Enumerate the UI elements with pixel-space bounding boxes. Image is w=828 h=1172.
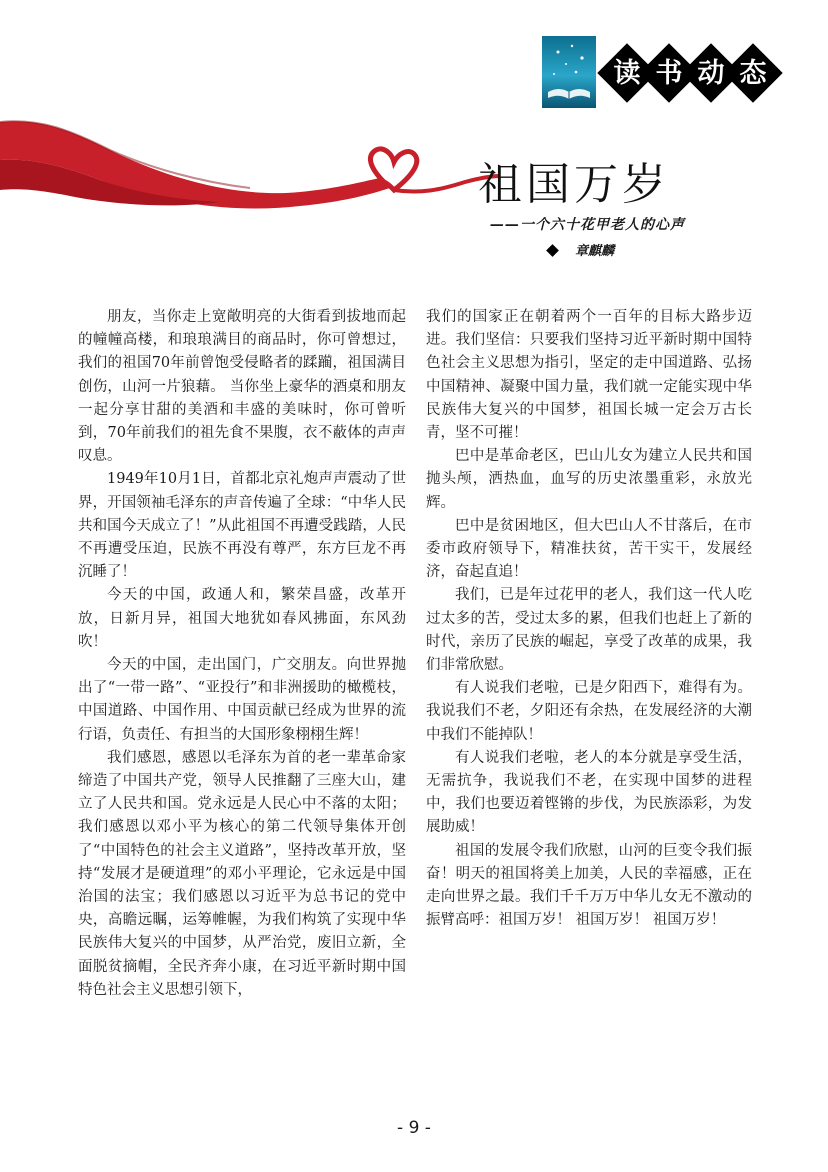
right-column (426, 306, 752, 932)
section-badge (542, 36, 772, 112)
section-char-4: 态 (739, 58, 767, 89)
red-ribbon-illustration (0, 110, 500, 220)
paragraph: 我们感恩，感恩以毛泽东为首的老一辈革命家缔造了中国共产党，领导人民推翻了三座大山，建立了人民共和国。党永远是人民心中不落的太阳；我们感恩以邓小平为核心的第二代领导集体开创了“中国特色的社会主义道路”，坚持改革开放，坚持“发展才是硬道理”的邓小平理论，它永远是中国治国的法宝；我们感恩以习近平为总书记的党中央，高瞻远瞩，运筹帷幄，为我们构筑了实现中华民族伟大复兴的中国梦，从严治党，废旧立新，全面脱贫摘帽，全民齐奔小康，在习近平新时期中国特色社会主义思想引领下， (78, 749, 406, 998)
paragraph: 巴中是革命老区，巴山儿女为建立人民共和国抛头颅，洒热血，血写的历史浓墨重彩，永放光辉。 (426, 448, 752, 511)
section-char-1: 读 (613, 58, 641, 89)
paragraph: 朋友，当你走上宽敞明亮的大街看到拔地而起的幢幢高楼，和琅琅满目的商品时，你可曾想过，我们的祖国70年前曾饱受侵略者的蹂躏，祖国满目创伤，山河一片狼藉。 当你坐上豪华的酒桌和朋友一起分享甘甜的美酒和丰盛的美味时，你可曾听到，70年前我们的祖先食不果腹，衣不蔽体的声声叹息。 (78, 309, 406, 465)
author-line (548, 240, 614, 259)
paragraph: 1949年10月1日，首都北京礼炮声声震动了世界，开国领袖毛泽东的声音传遍了全球：“中华人民共和国今天成立了！”从此祖国不再遭受践踏，人民不再遭受压迫，民族不再没有尊严，东方巨龙不再沉睡了！ (78, 471, 406, 581)
paragraph: 巴中是贫困地区，但大巴山人不甘落后，在市委市政府领导下，精准扶贫，苦干实干，发展经济，奋起直追！ (426, 517, 752, 581)
paragraph: 今天的中国，走出国门，广交朋友。向世界抛出了“一带一路”、“亚投行”和非洲援助的橄榄枝，中国道路、中国作用、中国贡献已经成为世界的流行语，负责任、有担当的大国形象栩栩生辉！ (78, 657, 406, 743)
open-book-icon (542, 36, 596, 108)
paragraph: 有人说我们老啦，已是夕阳西下，难得有为。我说我们不老，夕阳还有余热，在发展经济的大潮中我们不能掉队！ (426, 680, 752, 743)
left-column (78, 306, 406, 1002)
paragraph: 今天的中国，政通人和，繁荣昌盛，改革开放，日新月异，祖国大地犹如春风拂面，东风劲吹！ (78, 587, 406, 650)
paragraph: 我们，已是年过花甲的老人，我们这一代人吃过太多的苦，受过太多的累，但我们也赶上了新的时代，亲历了民族的崛起，享受了改革的成果，我们非常欣慰。 (426, 587, 752, 674)
section-char-2: 书 (655, 58, 683, 89)
article-title: 祖国万岁 (478, 159, 670, 210)
author-name: 章麒麟 (575, 244, 615, 259)
page-number: - 9 - (397, 1118, 431, 1138)
article-subtitle: ——一个六十花甲老人的心声 (490, 217, 685, 233)
paragraph: 祖国的发展令我们欣慰，山河的巨变令我们振奋！明天的祖国将美上加美，人民的幸福感，正在走向世界之最。我们千千万万中华儿女无不激动的振臂高呼：祖国万岁！ 祖国万岁！ 祖国万岁！ (426, 842, 752, 929)
diamond-bullet-icon (546, 244, 559, 257)
section-char-3: 动 (697, 58, 725, 89)
paragraph: 有人说我们老啦，老人的本分就是享受生活，无需抗争，我说我们不老，在实现中国梦的进程中，我们也要迈着铿锵的步伐，为民族添彩，为发展助威！ (426, 749, 752, 836)
paragraph: 我们的国家正在朝着两个一百年的目标大路步迈进。我们坚信：只要我们坚持习近平新时期中国特色社会主义思想为指引，坚定的走中国道路、弘扬中国精神、凝聚中国力量，我们就一定能实现中华民族伟大复兴的中国梦，祖国长城一定会万古长青，坚不可摧！ (426, 309, 752, 442)
